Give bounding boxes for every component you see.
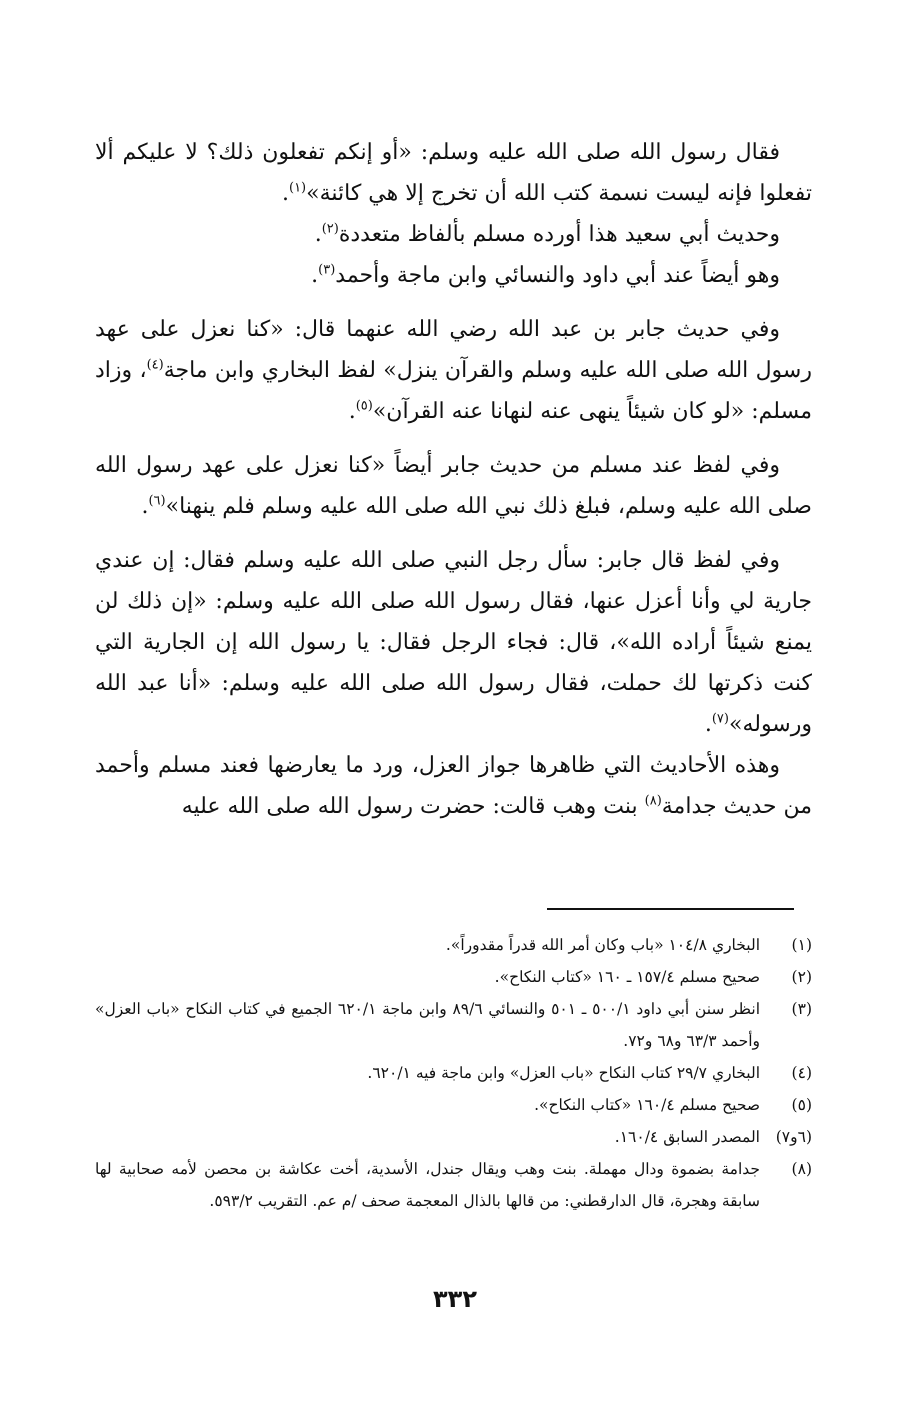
footnote-ref-4: (٤): [146, 357, 164, 373]
paragraph-text: وفي لفظ قال جابر: سأل رجل النبي صلى الله عليه وسلم فقال: إن عندي جارية لي وأنا أعزل عنها، فقال رسول الله صلى الله عليه وسلم: «إن ذلك لن يمنع شيئاً أراده الله»، قال: فجاء الرجل فقال: يا رسول الله إن الجارية التي كنت ذكرتها لك حملت، فقال رسول الله صلى الله عليه وسلم: «أنا عبد الله ورسوله»: [95, 548, 812, 737]
paragraph-text: .: [311, 263, 319, 288]
paragraph-text: وهذه الأحاديث التي ظاهرها جواز العزل، ورد ما يعارضها فعند مسلم وأحمد من حديث جدامة: [95, 753, 812, 819]
paragraph-3: [95, 255, 812, 296]
paragraph-text: بنت وهب قالت: حضرت رسول الله صلى الله عليه: [181, 794, 645, 819]
paragraph-4: [95, 309, 812, 432]
footnote-text: انظر سنن أبي داود ٥٠٠/١ ـ ٥٠١ والنسائي ٨٩/٦ وابن ماجة ٦٢٠/١ الجميع في كتاب النكاح «باب العزل» وأحمد ٦٣/٣ و٦٨ و٧٢.: [95, 1000, 761, 1050]
paragraph-text: .: [704, 712, 712, 737]
paragraph-1: [95, 132, 812, 214]
footnote-text: البخاري ١٠٤/٨ «باب وكان أمر الله قدراً مقدوراً».: [445, 936, 760, 954]
footnote-number: (٣): [791, 1000, 812, 1018]
paragraph-text: فقال رسول الله صلى الله عليه وسلم: «أو إنكم تفعلون ذلك؟ لا عليكم ألا تفعلوا فإنه ليست نسمة كتب الله أن تخرج إلا هي كائنة»: [95, 140, 812, 206]
footnote-ref-8: (٨): [644, 793, 662, 809]
paragraph-text: .: [314, 222, 322, 247]
footnote-ref-7: (٧): [711, 711, 729, 727]
paragraph-text: .: [281, 181, 289, 206]
footnotes-section: [95, 929, 812, 1217]
footnote-ref-1: (١): [288, 180, 307, 196]
footnote-text: المصدر السابق ١٦٠/٤.: [614, 1128, 760, 1146]
paragraph-5: [95, 445, 812, 527]
paragraph-2: [95, 214, 812, 255]
footnote-ref-6: (٦): [148, 493, 166, 509]
paragraph-7: [95, 745, 812, 827]
footnote-text: صحيح مسلم ١٥٧/٤ ـ ١٦٠ «كتاب النكاح».: [494, 968, 760, 986]
footnote-separator: [547, 908, 794, 910]
footnote-ref-2: (٢): [321, 221, 339, 237]
main-text: [95, 132, 812, 827]
paragraph-text: وحديث أبي سعيد هذا أورده مسلم بألفاظ متعددة: [338, 222, 780, 247]
footnote-1: [95, 929, 812, 961]
footnote-number: (٦و٧): [775, 1128, 812, 1146]
paragraph-text: .: [141, 494, 149, 519]
paragraph-text: .: [348, 399, 356, 424]
paragraph-text: وفي لفظ عند مسلم من حديث جابر أيضاً «كنا نعزل على عهد رسول الله صلى الله عليه وسلم، فبلغ ذلك نبي الله صلى الله عليه وسلم فلم ينهنا»: [95, 453, 812, 519]
footnote-number: (٨): [791, 1160, 812, 1178]
footnote-text: صحيح مسلم ١٦٠/٤ «كتاب النكاح».: [534, 1096, 760, 1114]
footnote-5: [95, 1089, 812, 1121]
page-number: ٣٣٢: [433, 1285, 477, 1313]
footnote-text: جدامة بضموة ودال مهملة. بنت وهب ويقال جندل، الأسدية، أخت عكاشة بن محصن لأمه صحابية لها سابقة وهجرة، قال الدارقطني: من قالها بالذال المعجمة صحف /م عم. التقريب ٥٩٣/٢.: [95, 1160, 760, 1210]
footnote-3: [95, 993, 812, 1057]
paragraph-text: ، وزاد مسلم: «لو كان شيئاً ينهى عنه لنهانا عنه القرآن»: [95, 358, 812, 424]
footnote-2: [95, 961, 812, 993]
footnote-text: البخاري ٢٩/٧ كتاب النكاح «باب العزل» وابن ماجة فيه ٦٢٠/١.: [367, 1064, 760, 1082]
footnote-ref-3: (٣): [318, 262, 336, 278]
footnote-4: [95, 1057, 812, 1089]
paragraph-text: وفي حديث جابر بن عبد الله رضي الله عنهما قال: «كنا نعزل على عهد رسول الله صلى الله عليه وسلم والقرآن ينزل» لفظ البخاري وابن ماجة: [95, 317, 812, 383]
paragraph-6: [95, 540, 812, 745]
paragraph-text: وهو أيضاً عند أبي داود والنسائي وابن ماجة وأحمد: [335, 263, 780, 288]
footnote-number: (٥): [791, 1096, 812, 1114]
footnote-number: (١): [791, 936, 812, 954]
footnote-6-7: [95, 1121, 812, 1153]
footnote-8: [95, 1153, 812, 1217]
footnote-number: (٢): [791, 968, 812, 986]
footnote-ref-5: (٥): [355, 398, 373, 414]
footnote-number: (٤): [791, 1064, 812, 1082]
